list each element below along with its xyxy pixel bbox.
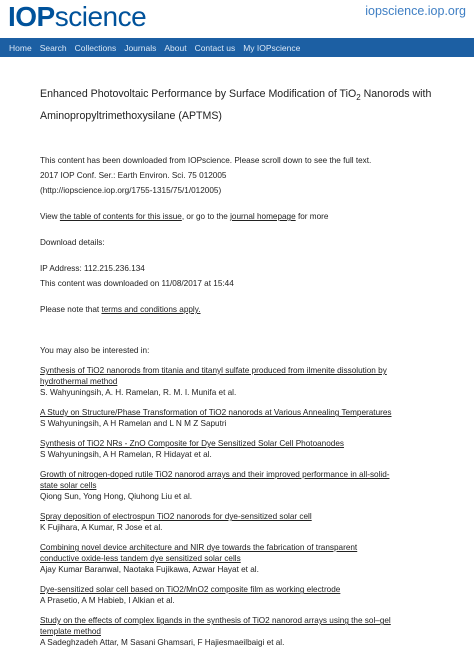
related-article-authors: A Sadeghzadeh Attar, M Sasani Ghamsari, F Hajiesmaeilbaigi et al. [40, 638, 285, 648]
related-article [40, 438, 440, 461]
iopscience-logo[interactable] [8, 2, 146, 32]
title-subscript: 2 [356, 93, 361, 103]
related-article [40, 542, 440, 576]
related-article-authors: Qiong Sun, Yong Hong, Qiuhong Liu et al. [40, 492, 193, 502]
downloaded-on: This content was downloaded on 11/08/2017 at 15:44 [40, 279, 234, 289]
related-article-title[interactable]: Spray deposition of electrospun TiO2 nanorods for dye-sensitized solar cell [40, 512, 312, 522]
toc-link[interactable]: the table of contents for this issue [59, 212, 182, 222]
related-article-title[interactable]: Study on the effects of complex ligands in the synthesis of TiO2 nanorod arrays using the sol–gel template method [40, 616, 391, 637]
cover-page-content [40, 85, 440, 657]
journal-homepage-link[interactable]: journal homepage [230, 212, 296, 222]
related-article [40, 469, 440, 503]
related-article-authors: K Fujihara, A Kumar, R Jose et al. [40, 523, 163, 533]
also-interested-label: You may also be interested in: [40, 346, 150, 356]
related-article-authors: A Prasetio, A M Habieb, I Alkian et al. [40, 596, 175, 606]
view-prefix: View [40, 212, 60, 222]
site-url-link[interactable]: iopscience.iop.org [365, 4, 466, 18]
related-article [40, 407, 440, 430]
related-article-authors: S Wahyuningsih, A H Ramelan and L N M Z Saputri [40, 419, 227, 429]
terms-prefix: Please note that [40, 305, 102, 315]
nav-journals[interactable]: Journals [124, 42, 157, 53]
nav-contact-us[interactable]: Contact us [194, 42, 236, 53]
related-article [40, 615, 440, 649]
related-article-title[interactable]: A Study on Structure/Phase Transformation of TiO2 nanorods at Various Annealing Temperatures [40, 408, 392, 418]
title-text-2: Nanorods with Aminopropyltrimethoxysilane (APTMS) [40, 88, 432, 123]
related-article-title[interactable]: Dye-sensitized solar cell based on TiO2/MnO2 composite film as working electrode [40, 585, 341, 595]
view-toc-line [40, 209, 440, 224]
nav-search[interactable]: Search [39, 42, 67, 53]
nav-home[interactable]: Home [9, 42, 32, 53]
view-middle: , or go to the [181, 212, 231, 222]
related-article-title[interactable]: Synthesis of TiO2 NRs - ZnO Composite for Dye Sensitized Solar Cell Photoanodes [40, 439, 344, 449]
related-article-authors: S. Wahyuningsih, A. H. Ramelan, R. M. I. Munifa et al. [40, 388, 237, 398]
related-article [40, 365, 440, 399]
terms-link[interactable]: terms and conditions apply. [101, 305, 201, 315]
nav-about[interactable]: About [164, 42, 187, 53]
related-article [40, 584, 440, 607]
citation-url: (http://iopscience.iop.org/1755-1315/75/1/012005) [40, 186, 222, 196]
nav-my-iopscience[interactable]: My IOPscience [243, 42, 301, 53]
related-articles-list [40, 365, 440, 649]
terms-line [40, 302, 440, 317]
related-article-title[interactable]: Growth of nitrogen-doped rutile TiO2 nanorod arrays and their improved performance in all-solid-state solar cells [40, 470, 390, 491]
ip-address: IP Address: 112.215.236.134 [40, 264, 145, 274]
view-suffix: for more [295, 212, 329, 222]
download-details-label: Download details: [40, 238, 105, 248]
logo-science-text: science [54, 1, 147, 32]
related-article [40, 511, 440, 534]
download-notice: This content has been downloaded from IOPscience. Please scroll down to see the full text. [40, 156, 372, 166]
article-title [40, 85, 440, 125]
title-text-1: Enhanced Photovoltaic Performance by Surface Modification of TiO [40, 88, 357, 100]
related-article-authors: S Wahyuningsih, A H Ramelan, R Hidayat et al. [40, 450, 212, 460]
top-navigation-bar [0, 38, 474, 57]
nav-collections[interactable]: Collections [74, 42, 117, 53]
citation: 2017 IOP Conf. Ser.: Earth Environ. Sci. 75 012005 [40, 171, 227, 181]
related-article-authors: Ajay Kumar Baranwal, Naotaka Fujikawa, Azwar Hayat et al. [40, 565, 259, 575]
logo-iop-text: IOP [8, 1, 55, 32]
related-article-title[interactable]: Combining novel device architecture and NIR dye towards the fabrication of transparent conductive oxide-less tandem dye sensitized solar cells [40, 543, 358, 564]
site-header [0, 0, 474, 38]
related-article-title[interactable]: Synthesis of TiO2 nanorods from titania and titanyl sulfate produced from ilmenite dissolution by hydrothermal method [40, 366, 387, 387]
